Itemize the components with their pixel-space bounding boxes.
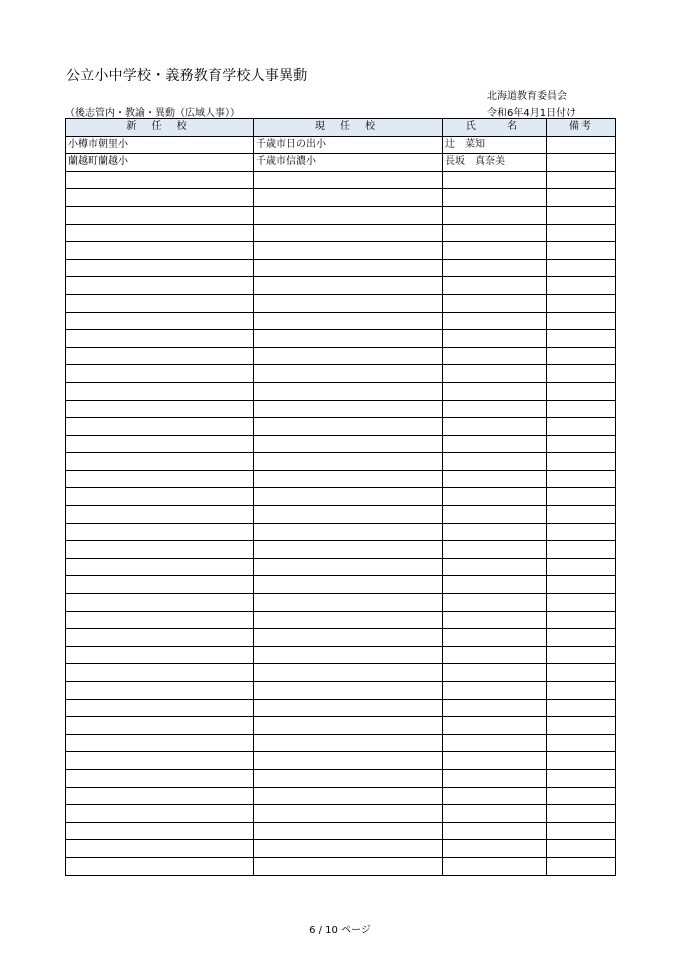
table-row bbox=[66, 576, 616, 594]
table-row bbox=[66, 664, 616, 682]
header-current-school: 現 任 校 bbox=[254, 119, 443, 137]
cell-new-school bbox=[66, 224, 254, 242]
cell-name bbox=[443, 523, 547, 541]
cell-name bbox=[443, 752, 547, 770]
cell-name bbox=[443, 347, 547, 365]
table-row bbox=[66, 734, 616, 752]
cell-name bbox=[443, 277, 547, 295]
cell-new-school bbox=[66, 682, 254, 700]
cell-remarks bbox=[547, 576, 616, 594]
cell-remarks bbox=[547, 787, 616, 805]
cell-name bbox=[443, 611, 547, 629]
table-row bbox=[66, 206, 616, 224]
table-row bbox=[66, 488, 616, 506]
cell-remarks bbox=[547, 259, 616, 277]
cell-remarks bbox=[547, 717, 616, 735]
cell-remarks bbox=[547, 470, 616, 488]
cell-remarks bbox=[547, 277, 616, 295]
cell-remarks bbox=[547, 752, 616, 770]
cell-new-school bbox=[66, 664, 254, 682]
cell-name bbox=[443, 189, 547, 207]
cell-new-school bbox=[66, 857, 254, 875]
cell-remarks bbox=[547, 822, 616, 840]
cell-new-school bbox=[66, 541, 254, 559]
cell-current-school bbox=[254, 189, 443, 207]
cell-remarks bbox=[547, 330, 616, 348]
cell-current-school bbox=[254, 506, 443, 524]
cell-new-school bbox=[66, 470, 254, 488]
cell-current-school bbox=[254, 365, 443, 383]
table-row bbox=[66, 435, 616, 453]
cell-name bbox=[443, 805, 547, 823]
cell-remarks bbox=[547, 699, 616, 717]
cell-remarks bbox=[547, 664, 616, 682]
cell-remarks bbox=[547, 857, 616, 875]
table-row bbox=[66, 294, 616, 312]
cell-new-school bbox=[66, 752, 254, 770]
cell-current-school bbox=[254, 453, 443, 471]
cell-new-school bbox=[66, 312, 254, 330]
cell-current-school bbox=[254, 734, 443, 752]
personnel-table bbox=[65, 118, 616, 876]
cell-new-school bbox=[66, 206, 254, 224]
table-row bbox=[66, 752, 616, 770]
cell-name bbox=[443, 453, 547, 471]
cell-current-school bbox=[254, 594, 443, 612]
cell-new-school bbox=[66, 171, 254, 189]
cell-remarks bbox=[547, 189, 616, 207]
cell-name bbox=[443, 418, 547, 436]
table-row bbox=[66, 541, 616, 559]
cell-new-school bbox=[66, 769, 254, 787]
table-row bbox=[66, 382, 616, 400]
cell-remarks bbox=[547, 136, 616, 154]
cell-remarks bbox=[547, 734, 616, 752]
cell-remarks bbox=[547, 435, 616, 453]
cell-current-school bbox=[254, 717, 443, 735]
table-row bbox=[66, 699, 616, 717]
cell-name bbox=[443, 400, 547, 418]
cell-current-school bbox=[254, 805, 443, 823]
document-subtitle: （後志管内・教諭・異動（広域人事）） bbox=[65, 108, 240, 119]
cell-new-school bbox=[66, 453, 254, 471]
effective-date: 令和6年4月1日付け bbox=[487, 108, 577, 119]
cell-remarks bbox=[547, 769, 616, 787]
table-row bbox=[66, 611, 616, 629]
cell-remarks bbox=[547, 611, 616, 629]
cell-name bbox=[443, 664, 547, 682]
cell-remarks bbox=[547, 312, 616, 330]
cell-name: 辻 菜知 bbox=[443, 136, 547, 154]
cell-current-school bbox=[254, 523, 443, 541]
cell-current-school: 千歳市日の出小 bbox=[254, 136, 443, 154]
table-row bbox=[66, 629, 616, 647]
table-row bbox=[66, 822, 616, 840]
cell-remarks bbox=[547, 594, 616, 612]
cell-name: 長坂 真奈美 bbox=[443, 154, 547, 172]
cell-new-school bbox=[66, 488, 254, 506]
table-row bbox=[66, 506, 616, 524]
cell-remarks bbox=[547, 506, 616, 524]
cell-new-school bbox=[66, 418, 254, 436]
cell-new-school bbox=[66, 787, 254, 805]
table-row bbox=[66, 418, 616, 436]
cell-name bbox=[443, 470, 547, 488]
cell-current-school bbox=[254, 206, 443, 224]
cell-new-school bbox=[66, 594, 254, 612]
cell-current-school bbox=[254, 382, 443, 400]
cell-remarks bbox=[547, 154, 616, 172]
page-number: 6 / 10 ページ bbox=[309, 925, 371, 936]
table-row bbox=[66, 453, 616, 471]
cell-new-school bbox=[66, 382, 254, 400]
cell-remarks bbox=[547, 418, 616, 436]
cell-current-school bbox=[254, 418, 443, 436]
cell-remarks bbox=[547, 558, 616, 576]
cell-current-school bbox=[254, 470, 443, 488]
cell-name bbox=[443, 382, 547, 400]
cell-current-school bbox=[254, 822, 443, 840]
cell-name bbox=[443, 576, 547, 594]
cell-new-school bbox=[66, 646, 254, 664]
cell-new-school bbox=[66, 294, 254, 312]
cell-current-school bbox=[254, 611, 443, 629]
cell-remarks bbox=[547, 805, 616, 823]
cell-new-school bbox=[66, 242, 254, 260]
cell-new-school bbox=[66, 558, 254, 576]
cell-current-school bbox=[254, 541, 443, 559]
cell-current-school bbox=[254, 576, 443, 594]
cell-name bbox=[443, 857, 547, 875]
table-row bbox=[66, 805, 616, 823]
cell-name bbox=[443, 734, 547, 752]
cell-name bbox=[443, 717, 547, 735]
cell-current-school bbox=[254, 347, 443, 365]
table-row bbox=[66, 717, 616, 735]
cell-new-school bbox=[66, 347, 254, 365]
cell-name bbox=[443, 646, 547, 664]
cell-current-school bbox=[254, 330, 443, 348]
table-row bbox=[66, 682, 616, 700]
cell-new-school bbox=[66, 734, 254, 752]
cell-remarks bbox=[547, 242, 616, 260]
cell-new-school bbox=[66, 523, 254, 541]
cell-current-school bbox=[254, 171, 443, 189]
cell-current-school bbox=[254, 558, 443, 576]
cell-current-school bbox=[254, 259, 443, 277]
table-row bbox=[66, 171, 616, 189]
cell-name bbox=[443, 488, 547, 506]
cell-current-school bbox=[254, 769, 443, 787]
cell-new-school bbox=[66, 576, 254, 594]
cell-current-school bbox=[254, 312, 443, 330]
table-header-row bbox=[66, 119, 616, 137]
cell-current-school bbox=[254, 840, 443, 858]
table-row bbox=[66, 312, 616, 330]
table-row bbox=[66, 277, 616, 295]
cell-name bbox=[443, 365, 547, 383]
table-row bbox=[66, 154, 616, 172]
table-row bbox=[66, 787, 616, 805]
cell-new-school bbox=[66, 840, 254, 858]
cell-remarks bbox=[547, 523, 616, 541]
cell-new-school bbox=[66, 506, 254, 524]
cell-name bbox=[443, 242, 547, 260]
cell-current-school bbox=[254, 682, 443, 700]
cell-new-school bbox=[66, 400, 254, 418]
header-new-school: 新 任 校 bbox=[66, 119, 254, 137]
cell-new-school bbox=[66, 805, 254, 823]
header-name: 氏 名 bbox=[443, 119, 547, 137]
cell-current-school bbox=[254, 699, 443, 717]
cell-new-school bbox=[66, 259, 254, 277]
cell-new-school bbox=[66, 611, 254, 629]
table-row bbox=[66, 523, 616, 541]
table-row bbox=[66, 594, 616, 612]
table-row bbox=[66, 558, 616, 576]
cell-current-school bbox=[254, 242, 443, 260]
cell-remarks bbox=[547, 488, 616, 506]
cell-current-school bbox=[254, 664, 443, 682]
header-remarks: 備考 bbox=[547, 119, 616, 137]
cell-name bbox=[443, 330, 547, 348]
cell-current-school bbox=[254, 857, 443, 875]
cell-name bbox=[443, 769, 547, 787]
cell-remarks bbox=[547, 206, 616, 224]
cell-name bbox=[443, 206, 547, 224]
cell-current-school bbox=[254, 787, 443, 805]
cell-name bbox=[443, 787, 547, 805]
cell-name bbox=[443, 294, 547, 312]
cell-remarks bbox=[547, 840, 616, 858]
cell-remarks bbox=[547, 382, 616, 400]
table-row bbox=[66, 242, 616, 260]
cell-remarks bbox=[547, 365, 616, 383]
cell-new-school bbox=[66, 699, 254, 717]
cell-new-school bbox=[66, 822, 254, 840]
cell-remarks bbox=[547, 347, 616, 365]
cell-current-school bbox=[254, 277, 443, 295]
cell-name bbox=[443, 259, 547, 277]
cell-new-school bbox=[66, 435, 254, 453]
cell-remarks bbox=[547, 541, 616, 559]
cell-current-school bbox=[254, 224, 443, 242]
cell-remarks bbox=[547, 453, 616, 471]
cell-name bbox=[443, 699, 547, 717]
table-row bbox=[66, 259, 616, 277]
cell-new-school: 小樽市朝里小 bbox=[66, 136, 254, 154]
cell-name bbox=[443, 558, 547, 576]
cell-remarks bbox=[547, 400, 616, 418]
table-row bbox=[66, 400, 616, 418]
table-body bbox=[66, 136, 616, 875]
cell-name bbox=[443, 312, 547, 330]
cell-new-school bbox=[66, 277, 254, 295]
cell-new-school: 蘭越町蘭越小 bbox=[66, 154, 254, 172]
cell-current-school bbox=[254, 752, 443, 770]
cell-new-school bbox=[66, 629, 254, 647]
cell-current-school bbox=[254, 629, 443, 647]
table-row bbox=[66, 769, 616, 787]
table-row bbox=[66, 136, 616, 154]
cell-name bbox=[443, 435, 547, 453]
cell-current-school: 千歳市信濃小 bbox=[254, 154, 443, 172]
cell-new-school bbox=[66, 717, 254, 735]
table-row bbox=[66, 347, 616, 365]
cell-name bbox=[443, 822, 547, 840]
table-row bbox=[66, 646, 616, 664]
cell-remarks bbox=[547, 629, 616, 647]
table-row bbox=[66, 189, 616, 207]
cell-remarks bbox=[547, 646, 616, 664]
cell-current-school bbox=[254, 488, 443, 506]
organization-name: 北海道教育委員会 bbox=[487, 91, 567, 102]
cell-remarks bbox=[547, 171, 616, 189]
cell-name bbox=[443, 682, 547, 700]
cell-name bbox=[443, 840, 547, 858]
cell-current-school bbox=[254, 400, 443, 418]
cell-current-school bbox=[254, 646, 443, 664]
cell-current-school bbox=[254, 435, 443, 453]
cell-current-school bbox=[254, 294, 443, 312]
cell-new-school bbox=[66, 189, 254, 207]
cell-new-school bbox=[66, 365, 254, 383]
cell-name bbox=[443, 224, 547, 242]
cell-remarks bbox=[547, 294, 616, 312]
document-title: 公立小中学校・義務教育学校人事異動 bbox=[66, 68, 308, 84]
table-row bbox=[66, 470, 616, 488]
table-row bbox=[66, 365, 616, 383]
cell-name bbox=[443, 594, 547, 612]
table-row bbox=[66, 330, 616, 348]
table-row bbox=[66, 224, 616, 242]
cell-name bbox=[443, 541, 547, 559]
table-row bbox=[66, 857, 616, 875]
cell-remarks bbox=[547, 682, 616, 700]
cell-new-school bbox=[66, 330, 254, 348]
cell-name bbox=[443, 506, 547, 524]
table-row bbox=[66, 840, 616, 858]
cell-remarks bbox=[547, 224, 616, 242]
cell-name bbox=[443, 629, 547, 647]
cell-name bbox=[443, 171, 547, 189]
